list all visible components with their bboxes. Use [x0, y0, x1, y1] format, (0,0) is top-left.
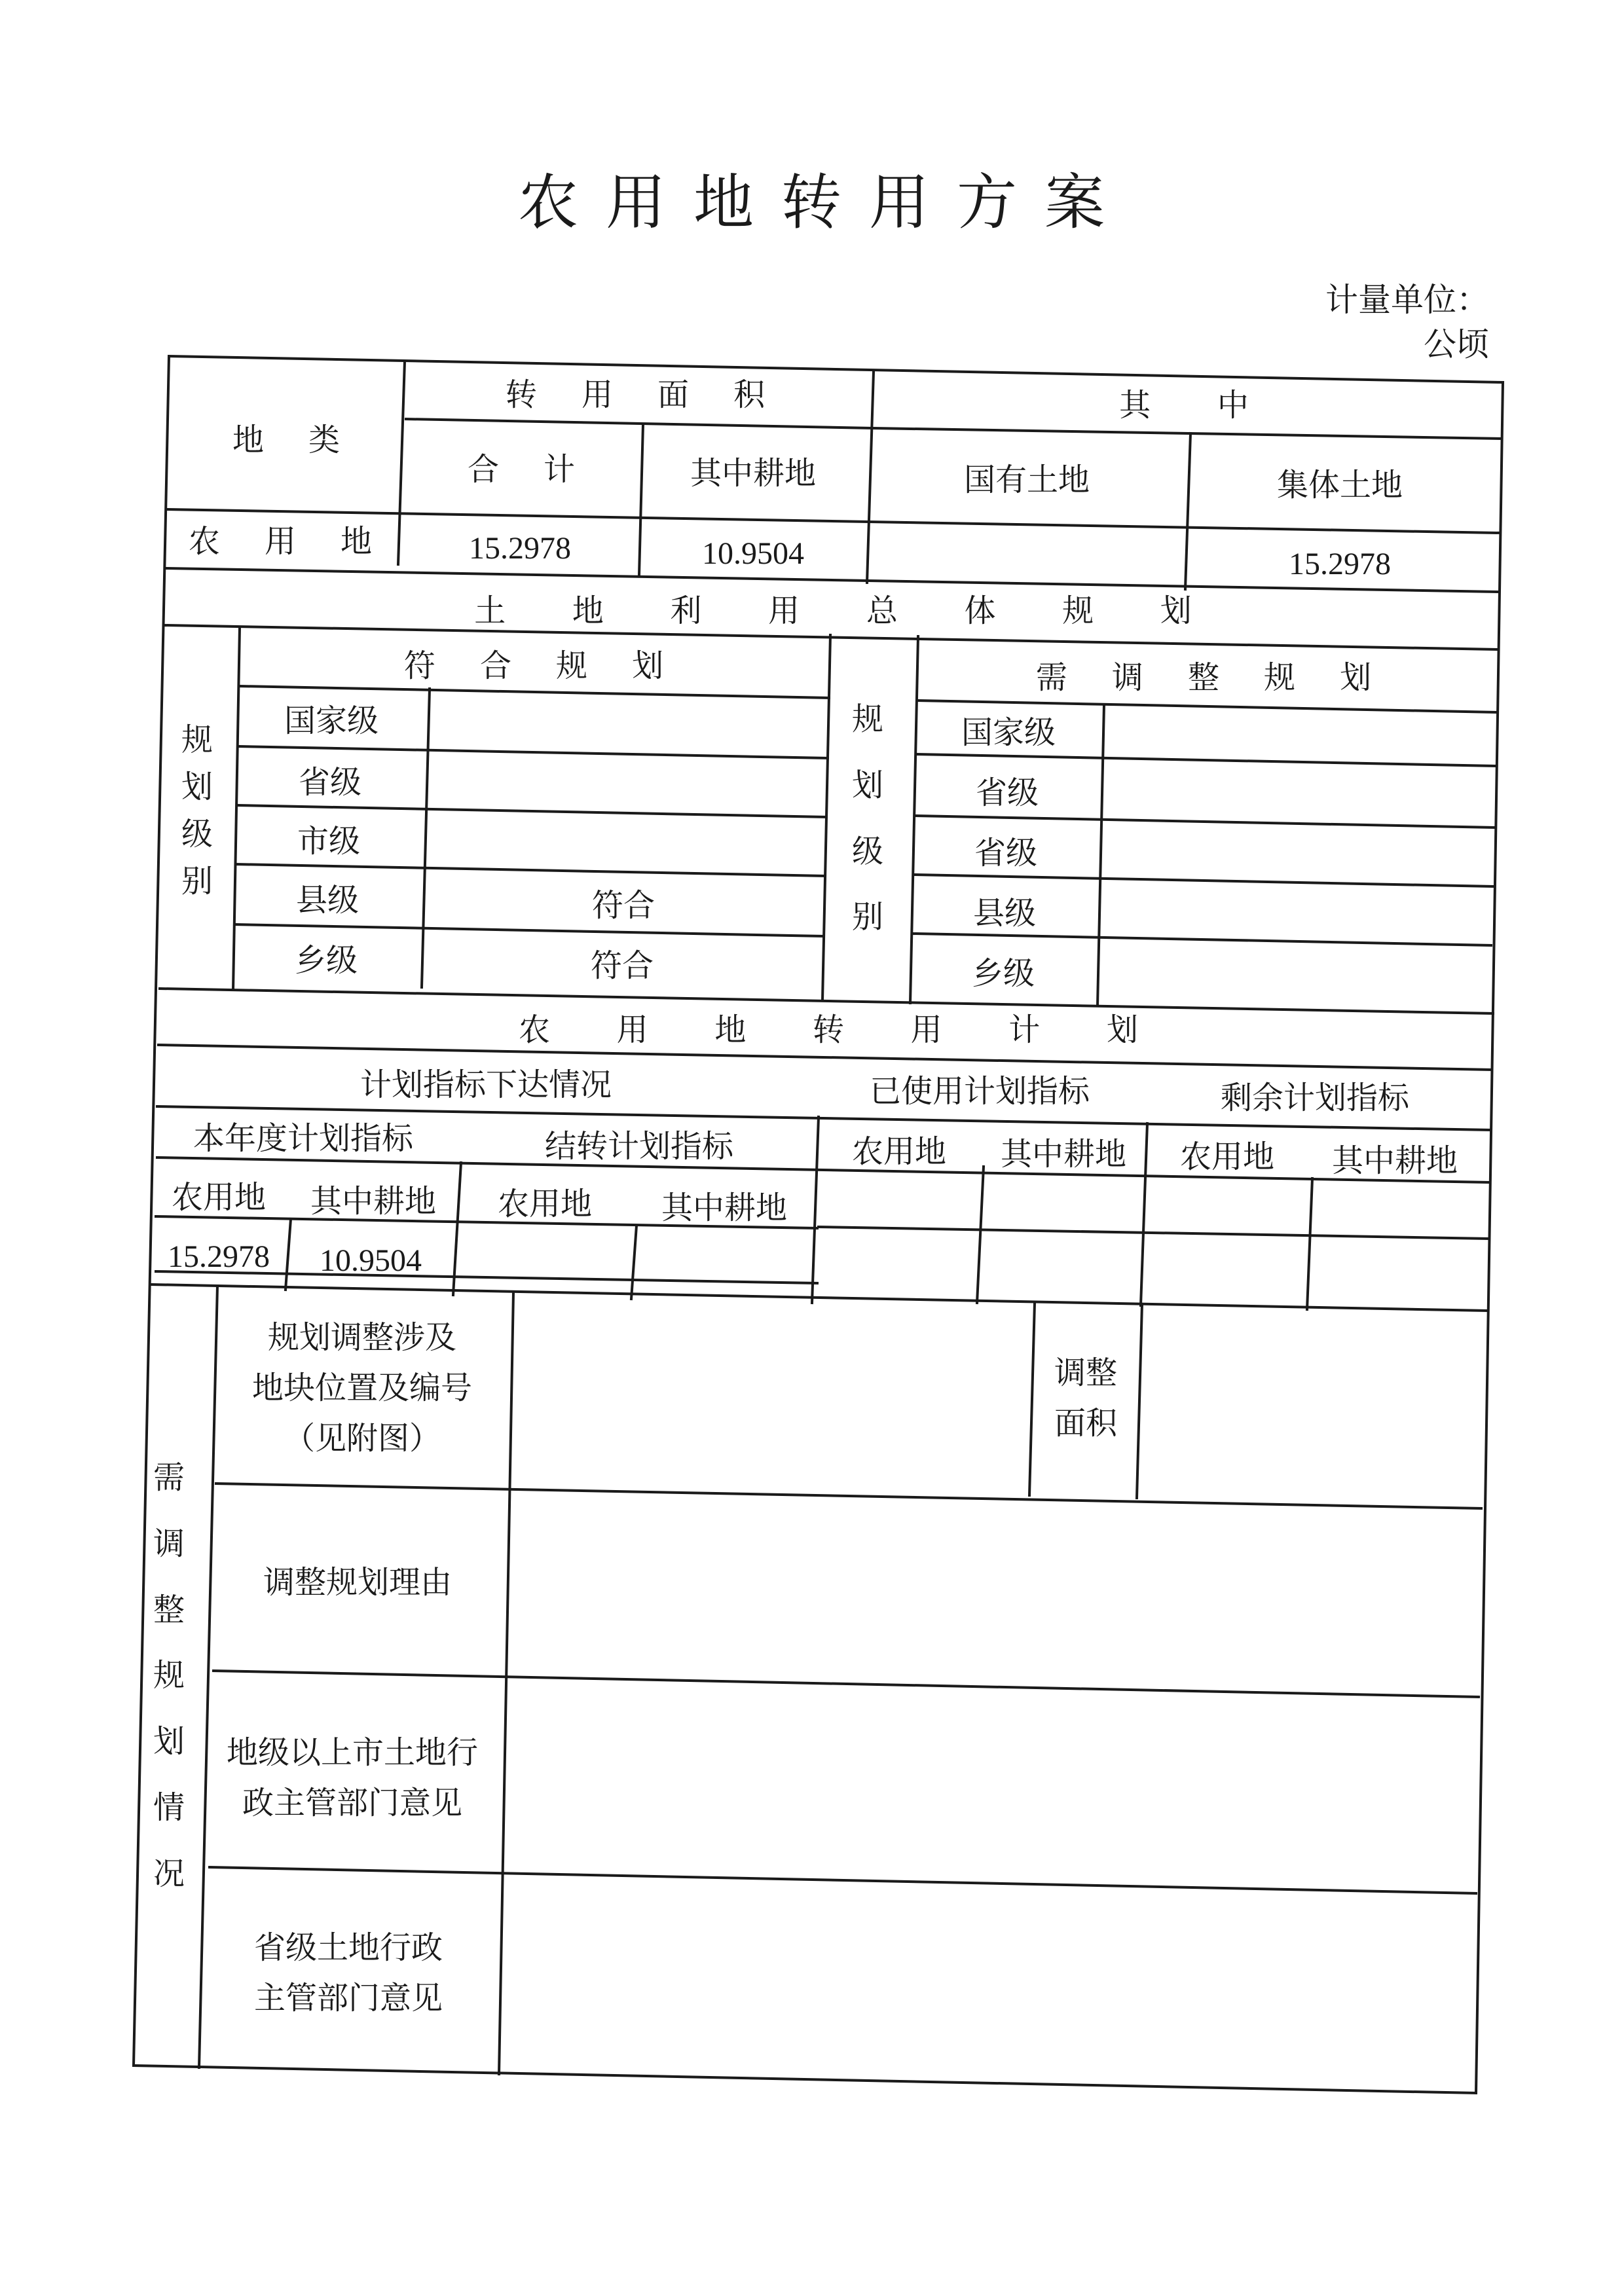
adjust-location-label: 规划调整涉及 地块位置及编号 （见附图）: [251, 1319, 473, 1457]
cultivated-header: 其中耕地: [690, 455, 817, 492]
used-farmland-header: 农用地: [851, 1133, 947, 1171]
left-level-township: 乡级: [294, 942, 358, 979]
left-value-county: 符合: [591, 887, 655, 924]
collective-land-header: 集体土地: [1276, 467, 1403, 504]
page-title: 农用地转用方案: [517, 168, 1132, 238]
transfer-area-header: 转 用 面 积: [505, 376, 783, 414]
state-land-header: 国有土地: [963, 462, 1090, 499]
unit-label: 计量单位：: [1325, 281, 1489, 319]
right-level-county: 县级: [972, 895, 1037, 932]
adjust-plan-side-label: 需调整规划情况: [153, 1459, 185, 1892]
carryover-index-header: 结转计划指标: [544, 1128, 734, 1165]
left-value-township: 符合: [590, 947, 654, 985]
farmland-total-value: 15.2978: [469, 531, 571, 566]
adjust-reason-label: 调整规划理由: [263, 1564, 452, 1601]
plan-used-header: 已使用计划指标: [869, 1073, 1090, 1110]
this-year-cultivated-header: 其中耕地: [310, 1183, 437, 1220]
farmland-cultivated-value: 10.9504: [702, 536, 804, 572]
comply-plan-header: 符 合 规 划: [403, 647, 681, 685]
left-level-county: 县级: [295, 882, 360, 919]
this-year-cultivated-value: 10.9504: [320, 1243, 422, 1279]
right-level-township: 乡级: [971, 955, 1035, 993]
land-use-plan-title: 土 地 利 用 总 体 规 划: [474, 592, 1220, 630]
province-opinion-label: 省级土地行政 主管部门意见: [253, 1929, 443, 2016]
right-level-provincial-2: 省级: [974, 835, 1038, 872]
adjust-area-label: 调整 面积: [1054, 1355, 1118, 1442]
adjust-plan-header: 需 调 整 规 划: [1035, 659, 1389, 697]
plan-level-label-right: 规划级别: [851, 701, 883, 936]
plan-level-label-left: 规划级别: [181, 721, 213, 900]
right-level-national: 国家级: [961, 714, 1056, 752]
left-level-national: 国家级: [284, 702, 379, 740]
carryover-cultivated-header: 其中耕地: [661, 1190, 788, 1227]
city-opinion-label: 地级以上市土地行 政主管部门意见: [226, 1734, 479, 1821]
land-type-header: 地 类: [232, 422, 358, 459]
this-year-index-header: 本年度计划指标: [193, 1120, 414, 1157]
right-level-provincial-1: 省级: [975, 774, 1039, 812]
of-which-header: 其 中: [1119, 387, 1278, 424]
annual-plan-title: 农 用 地 转 用 计 划: [519, 1011, 1167, 1049]
plan-issued-header: 计划指标下达情况: [360, 1066, 612, 1104]
remaining-farmland-header: 农用地: [1179, 1139, 1275, 1176]
carryover-farmland-header: 农用地: [497, 1186, 593, 1223]
left-level-city: 市级: [297, 823, 361, 860]
left-level-provincial: 省级: [298, 764, 362, 801]
this-year-farmland-value: 15.2978: [168, 1239, 270, 1275]
this-year-farmland-header: 农用地: [171, 1179, 267, 1216]
farmland-row-label: 农 用 地: [188, 523, 390, 560]
plan-remaining-header: 剩余计划指标: [1220, 1080, 1410, 1117]
farmland-collective-value: 15.2978: [1289, 547, 1391, 582]
used-cultivated-header: 其中耕地: [1000, 1136, 1127, 1173]
unit-value: 公顷: [1424, 325, 1489, 363]
total-header: 合 计: [467, 451, 593, 488]
remaining-cultivated-header: 其中耕地: [1331, 1142, 1458, 1180]
